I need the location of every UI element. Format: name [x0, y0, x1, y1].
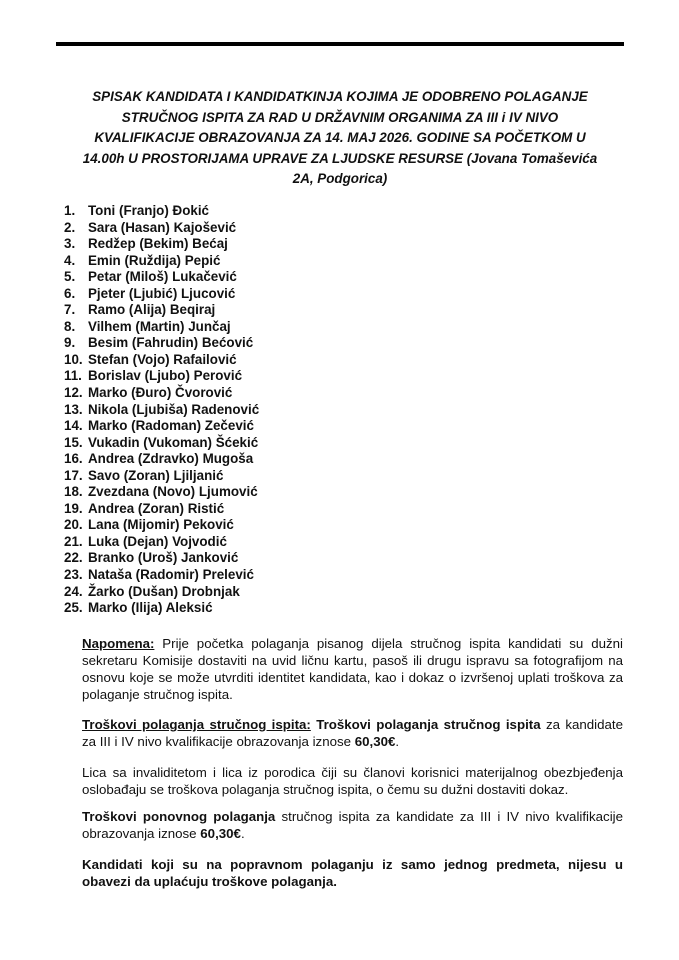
candidate-number: 17.: [64, 467, 83, 483]
costs-paragraph: [82, 716, 623, 750]
candidate-item: [64, 203, 259, 220]
costs-label: Troškovi polaganja stručnog ispita:: [82, 717, 311, 732]
document-title: [58, 87, 622, 190]
candidate-item: [64, 468, 259, 485]
candidate-name: Emin (Ruždija) Pepić: [88, 252, 221, 268]
candidate-item: [64, 253, 259, 270]
candidate-name: Andrea (Zoran) Ristić: [88, 500, 225, 516]
candidate-name: Borislav (Ljubo) Perović: [88, 368, 243, 384]
note-label: Napomena:: [82, 636, 155, 651]
candidate-number: 23.: [64, 567, 83, 583]
retake-paragraph: [82, 808, 623, 842]
closing-paragraph: Kandidati koji su na popravnom polaganju iz samo jednog predmeta, nijesu u obavezi da uplaćuju troškove polaganja.: [82, 857, 623, 889]
candidate-name: Petar (Miloš) Lukačević: [88, 269, 237, 285]
header-rule: [56, 42, 624, 46]
note-text: Prije početka polaganja pisanog dijela stručnog ispita kandidati su dužni sekretaru Komisije dostaviti na uvid ličnu kartu, pasoš ili drugu ispravu sa fotografijom na osnovu koje se može utvrditi identitet kandidata, kao i dokaz o izvršenoj uplati troškova za polaganje stručnog ispita.: [82, 636, 623, 702]
candidate-number: 14.: [64, 418, 83, 434]
candidate-number: 3.: [64, 236, 76, 252]
candidate-item: [64, 534, 259, 551]
note-paragraph: [82, 635, 623, 703]
title-line: SPISAK KANDIDATA I KANDIDATKINJA KOJIMA JE ODOBRENO POLAGANJE: [92, 89, 588, 104]
candidate-name: Marko (Đuro) Čvorović: [88, 385, 233, 401]
title-line: STRUČNOG ISPITA ZA RAD U DRŽAVNIM ORGANIMA ZA III i IV NIVO: [121, 109, 559, 125]
candidate-name: Vilhem (Martin) Junčaj: [88, 318, 231, 334]
candidate-item: [64, 451, 259, 468]
candidate-list: [64, 203, 259, 617]
candidate-number: 15.: [64, 434, 83, 450]
candidate-number: 12.: [64, 385, 83, 401]
candidate-item: [64, 584, 259, 601]
candidate-number: 5.: [64, 269, 76, 285]
candidate-item: [64, 269, 259, 286]
candidate-item: [64, 567, 259, 584]
costs-amount: 60,30€: [354, 734, 396, 749]
exemption-paragraph: Lica sa invaliditetom i lica iz porodica čiji su članovi korisnici materijalnog obezbjeđenja oslobađaju se troškova polaganja stručnog ispita, o čemu su dužni dostaviti dokaz.: [82, 765, 623, 797]
title-line: 14.00h U PROSTORIJAMA UPRAVE ZA LJUDSKE RESURSE (Jovana Tomaševića: [82, 150, 598, 166]
candidate-number: 19.: [64, 500, 83, 516]
candidate-number: 1.: [64, 203, 76, 218]
candidate-name: Zvezdana (Novo) Ljumović: [88, 484, 258, 500]
candidate-number: 10.: [64, 351, 83, 367]
candidate-name: Nataša (Radomir) Prelević: [88, 567, 254, 583]
candidate-name: Toni (Franjo) Đokić: [88, 203, 210, 218]
candidate-item: [64, 220, 259, 237]
candidate-item: [64, 402, 259, 419]
candidate-item: [64, 435, 259, 452]
candidate-name: Redžep (Bekim) Bećaj: [88, 236, 228, 252]
candidate-name: Stefan (Vojo) Rafailović: [88, 351, 237, 367]
candidate-name: Sara (Hasan) Kajošević: [88, 219, 237, 235]
candidate-name: Luka (Dejan) Vojvodić: [88, 533, 227, 549]
candidate-number: 2.: [64, 219, 76, 235]
candidate-item: [64, 335, 259, 352]
candidate-name: Savo (Zoran) Ljiljanić: [88, 467, 224, 483]
candidate-item: [64, 319, 259, 336]
candidate-item: [64, 418, 259, 435]
candidate-number: 24.: [64, 583, 83, 599]
candidate-number: 9.: [64, 335, 76, 351]
title-line: KVALIFIKACIJE OBRAZOVANJA ZA 14. MAJ 2026. GODINE SA POČETKOM U: [94, 130, 586, 146]
candidate-number: 6.: [64, 285, 76, 301]
candidate-item: [64, 600, 259, 617]
candidate-name: Marko (Ilija) Aleksić: [88, 600, 213, 616]
candidate-item: [64, 550, 259, 567]
retake-end: .: [240, 826, 245, 841]
candidate-item: [64, 352, 259, 369]
candidate-name: Lana (Mijomir) Peković: [88, 517, 234, 533]
candidate-name: Ramo (Alija) Beqiraj: [88, 302, 216, 318]
retake-text: stručnog ispita za kandidate za III i IV nivo kvalifikacije obrazovanja iznose: [82, 809, 623, 841]
candidate-item: [64, 484, 259, 501]
candidate-number: 16.: [64, 451, 83, 467]
candidate-number: 8.: [64, 318, 76, 334]
candidate-name: Žarko (Dušan) Drobnjak: [88, 583, 240, 599]
candidate-item: [64, 302, 259, 319]
candidate-number: 13.: [64, 401, 83, 417]
candidate-name: Vukadin (Vukoman) Šćekić: [88, 434, 259, 450]
candidate-number: 25.: [64, 600, 83, 616]
candidate-number: 11.: [64, 368, 82, 384]
costs-end: .: [395, 734, 400, 749]
retake-amount: 60,30€: [200, 826, 241, 841]
costs-text: za kandidate za III i IV nivo kvalifikacije obrazovanja iznose: [82, 717, 623, 749]
candidate-item: [64, 517, 259, 534]
candidate-name: Andrea (Zdravko) Mugoša: [88, 451, 254, 467]
retake-lead: Troškovi ponovnog polaganja: [82, 809, 276, 824]
candidate-item: [64, 368, 259, 385]
candidate-name: Besim (Fahrudin) Bećović: [88, 335, 254, 351]
candidate-item: [64, 236, 259, 253]
candidate-number: 18.: [64, 484, 83, 500]
candidate-name: Branko (Uroš) Janković: [88, 550, 239, 566]
candidate-number: 20.: [64, 517, 83, 533]
candidate-item: [64, 501, 259, 518]
candidate-item: [64, 385, 259, 402]
candidate-number: 21.: [64, 533, 83, 549]
title-line: 2A, Podgorica): [292, 171, 388, 187]
candidate-name: Pjeter (Ljubić) Ljucović: [88, 285, 236, 301]
candidate-number: 22.: [64, 550, 83, 566]
costs-lead: Troškovi polaganja stručnog ispita: [310, 717, 541, 732]
candidate-name: Marko (Radoman) Zečević: [88, 418, 254, 434]
candidate-number: 7.: [64, 302, 76, 318]
candidate-number: 4.: [64, 252, 76, 268]
candidate-name: Nikola (Ljubiša) Radenović: [88, 401, 260, 417]
candidate-item: [64, 286, 259, 303]
